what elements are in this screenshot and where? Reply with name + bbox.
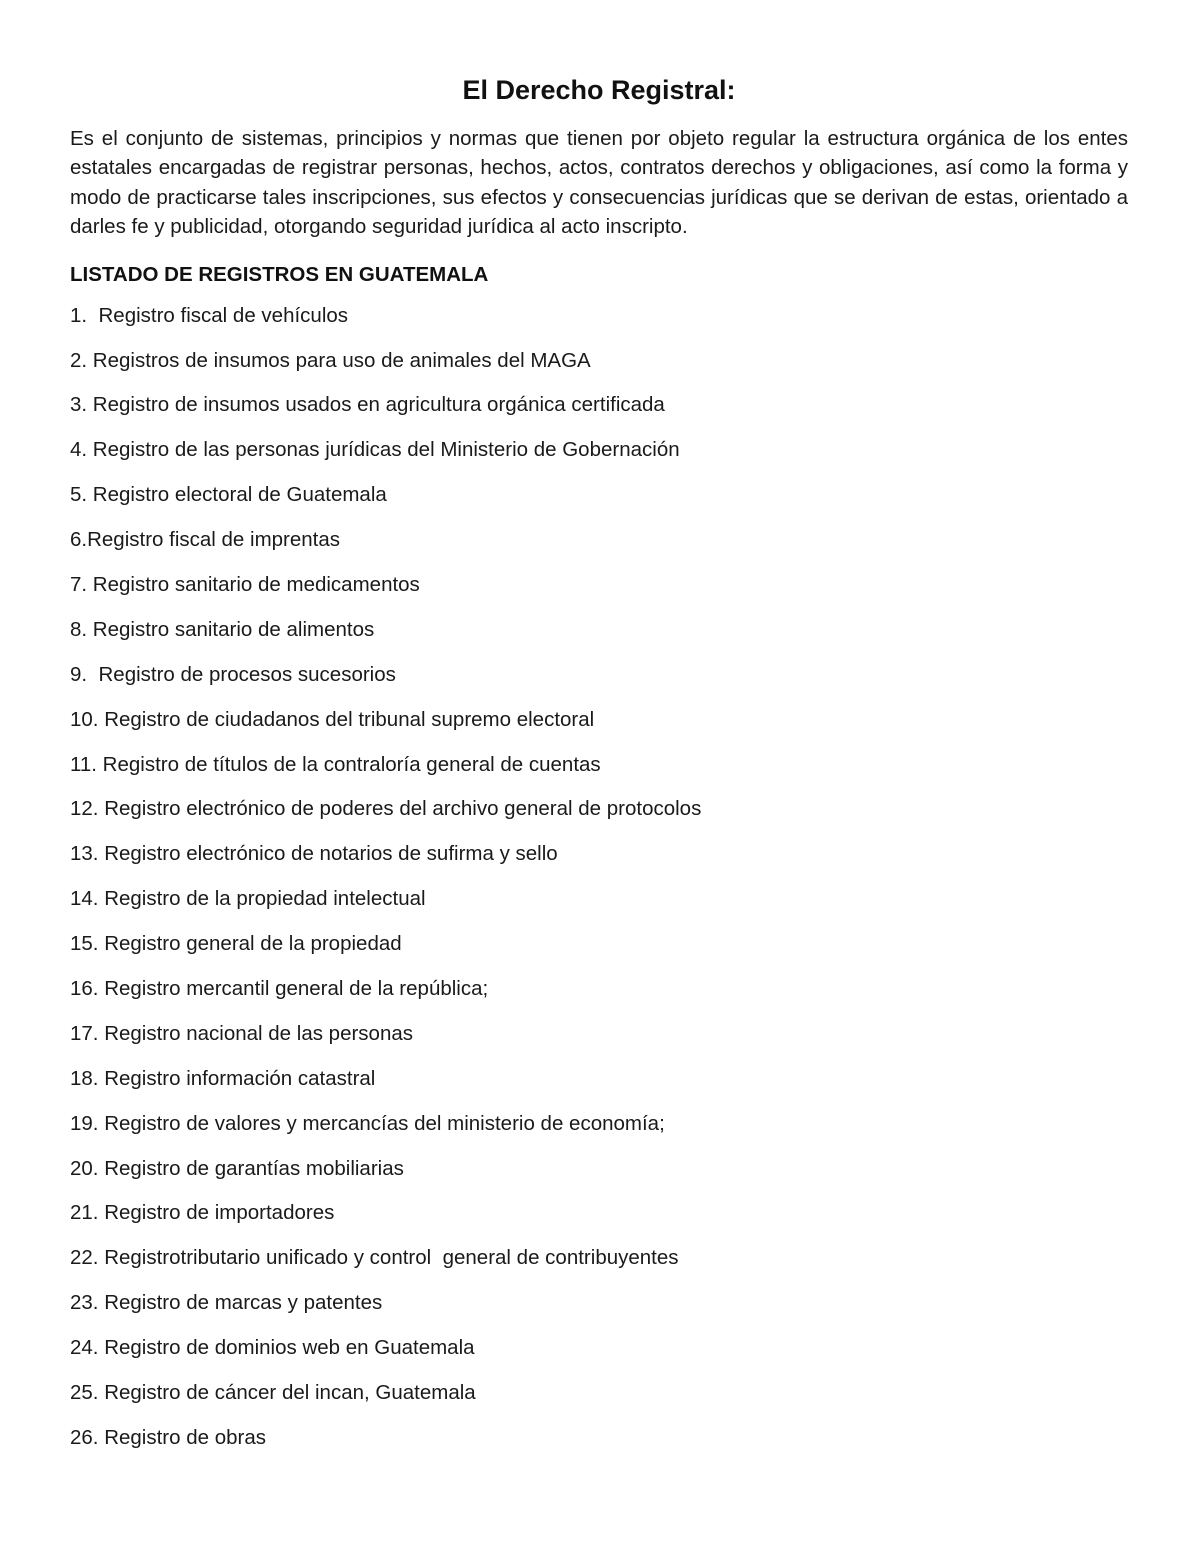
list-item: 5. Registro electoral de Guatemala: [70, 483, 387, 507]
list-item: 13. Registro electrónico de notarios de sufirma y sello: [70, 842, 558, 866]
list-item: 3. Registro de insumos usados en agricultura orgánica certificada: [70, 393, 665, 417]
list-item: 9. Registro de procesos sucesorios: [70, 662, 396, 686]
list-item: 21. Registro de importadores: [70, 1201, 335, 1225]
list-item: 2. Registros de insumos para uso de animales del MAGA: [70, 348, 591, 372]
list-item: 8. Registro sanitario de alimentos: [70, 617, 375, 641]
list-heading: LISTADO DE REGISTROS EN GUATEMALA: [70, 262, 489, 286]
list-item: 14. Registro de la propiedad intelectual: [70, 887, 426, 911]
registry-list: [70, 301, 1128, 1468]
list-item: 7. Registro sanitario de medicamentos: [70, 572, 420, 596]
list-item: 26. Registro de obras: [70, 1425, 267, 1449]
list-item: 16. Registro mercantil general de la república;: [70, 976, 489, 1000]
list-item: 18. Registro información catastral: [70, 1066, 376, 1090]
page-title: El Derecho Registral:: [462, 75, 736, 105]
list-item: 11. Registro de títulos de la contraloría general de cuentas: [70, 752, 601, 776]
list-item: 12. Registro electrónico de poderes del archivo general de protocolos: [70, 797, 702, 821]
list-item: 25. Registro de cáncer del incan, Guatemala: [70, 1381, 476, 1404]
list-item: 4. Registro de las personas jurídicas del Ministerio de Gobernación: [70, 438, 680, 462]
document-page: [70, 70, 1128, 1468]
list-item: 15. Registro general de la propiedad: [70, 932, 402, 956]
list-item: 23. Registro de marcas y patentes: [70, 1291, 383, 1315]
list-item: 17. Registro nacional de las personas: [70, 1021, 414, 1045]
list-item: 20. Registro de garantías mobiliarias: [70, 1156, 404, 1180]
list-item: 1. Registro fiscal de vehículos: [70, 303, 349, 327]
list-item: 6.Registro fiscal de imprentas: [70, 528, 341, 552]
definition-paragraph: Es el conjunto de sistemas, principios y normas que tienen por objeto regular la estructura orgánica de los entes estatales encargadas de registrar personas, hechos, actos, contratos derechos y obligaciones, así como la forma y modo de practicarse tales inscripciones, sus efectos y consecuencias jurídicas que se derivan de estas, orientado a darles fe y publicidad, otorgando seguridad jurídica al acto inscripto.: [70, 127, 1128, 239]
list-item: 24. Registro de dominios web en Guatemala: [70, 1336, 475, 1360]
list-item: 19. Registro de valores y mercancías del ministerio de economía;: [70, 1111, 665, 1135]
list-item: 10. Registro de ciudadanos del tribunal supremo electoral: [70, 707, 595, 731]
list-item: 22. Registrotributario unificado y control general de contribuyentes: [70, 1246, 679, 1270]
